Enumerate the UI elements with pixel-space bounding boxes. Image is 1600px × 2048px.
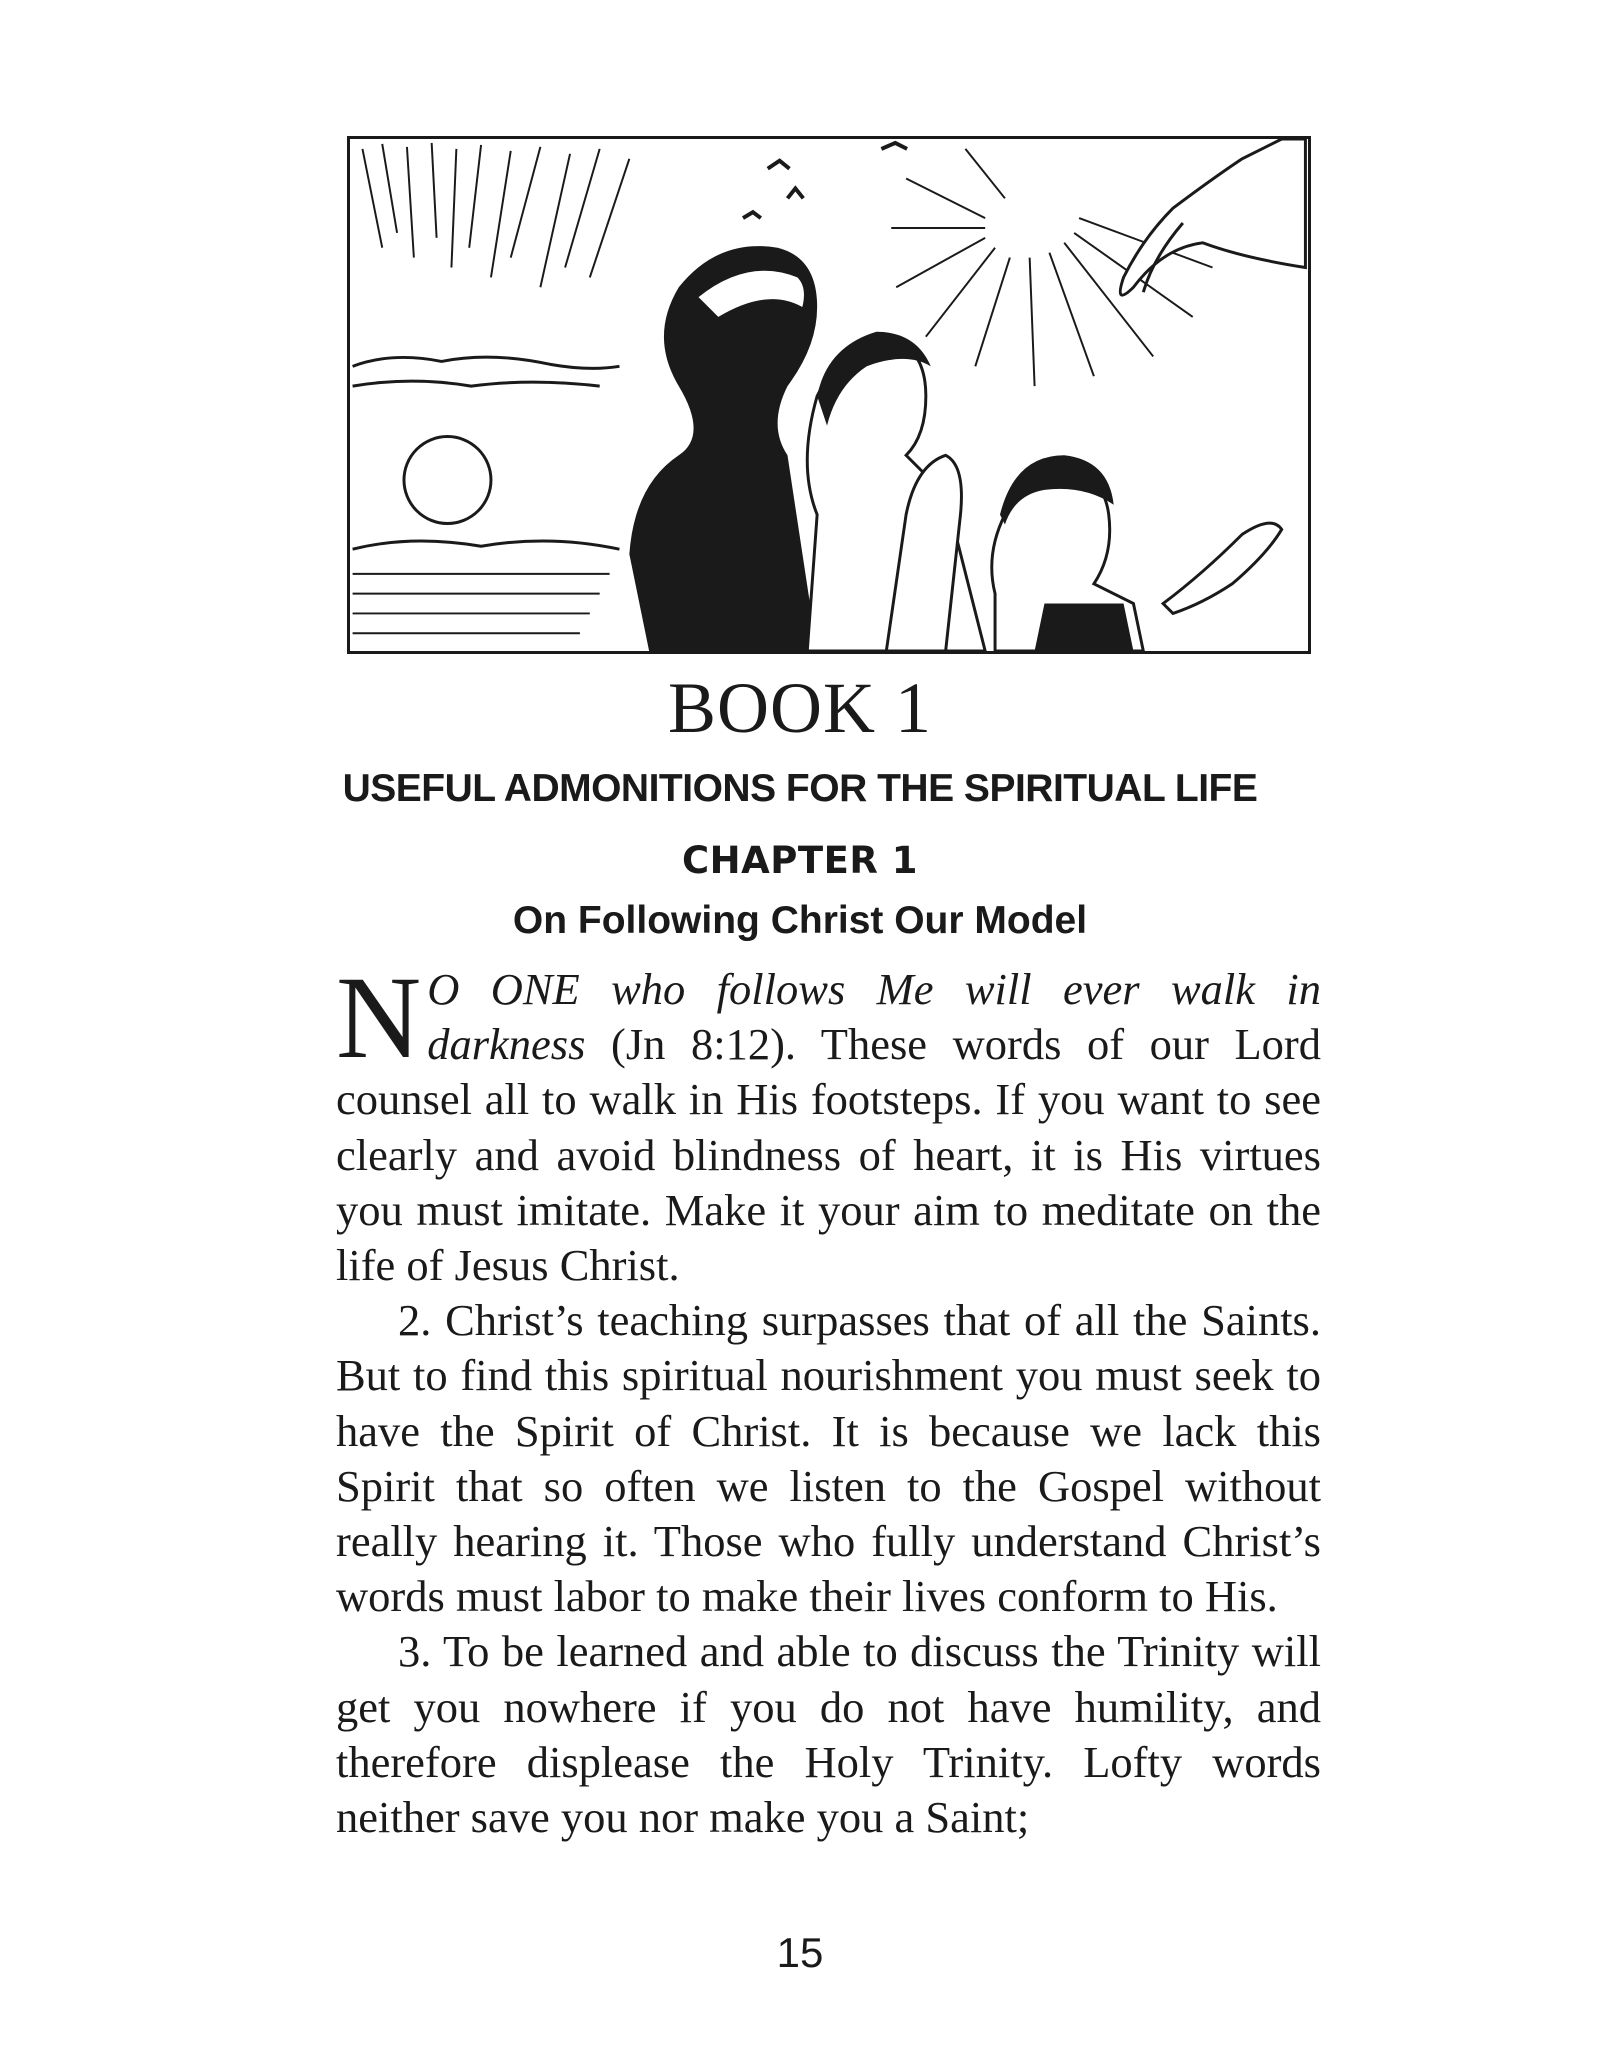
chapter-illustration: [347, 136, 1311, 654]
page-number: 15: [776, 1929, 824, 1976]
paragraph-2: 2. Christ’s teaching surpasses that of all the Saints. But to find this spiritual nourishment you must seek to have the Spirit of Christ. It is because we lack this Spirit that so often we listen to the Gospel without really hearing it. Those who fully understand Christ’s words must labor to make their lives conform to His.: [336, 1295, 1321, 1622]
book-subtitle: USEFUL ADMONITIONS FOR THE SPIRITUAL LIFE: [342, 767, 1258, 810]
paragraph-3: 3. To be learned and able to discuss the Trinity will get you nowhere if you do not have humility, and therefore displease the Holy Trinity. Lofty words neither save you nor make you a Saint;: [336, 1626, 1321, 1843]
chapter-number: CHAPTER 1: [681, 839, 918, 882]
chapter-title: On Following Christ Our Model: [512, 899, 1088, 942]
drop-cap: N: [336, 952, 422, 1083]
praying-family-illustration-icon: [350, 139, 1308, 651]
paragraph-1: [336, 952, 1321, 1293]
scripture-quote: O ONE who follows Me will ever walk in darkness: [427, 964, 1321, 1070]
book-title: BOOK 1: [667, 668, 932, 748]
paragraph-1-text: (Jn 8:12). These words of our Lord counsel all to walk in His footsteps. If you want to see clearly and avoid blindness of heart, it is His virtues you must imitate. Make it your aim to meditate on the life of Jesus Christ.: [336, 1019, 1321, 1291]
chapter-body: [336, 952, 1321, 1845]
